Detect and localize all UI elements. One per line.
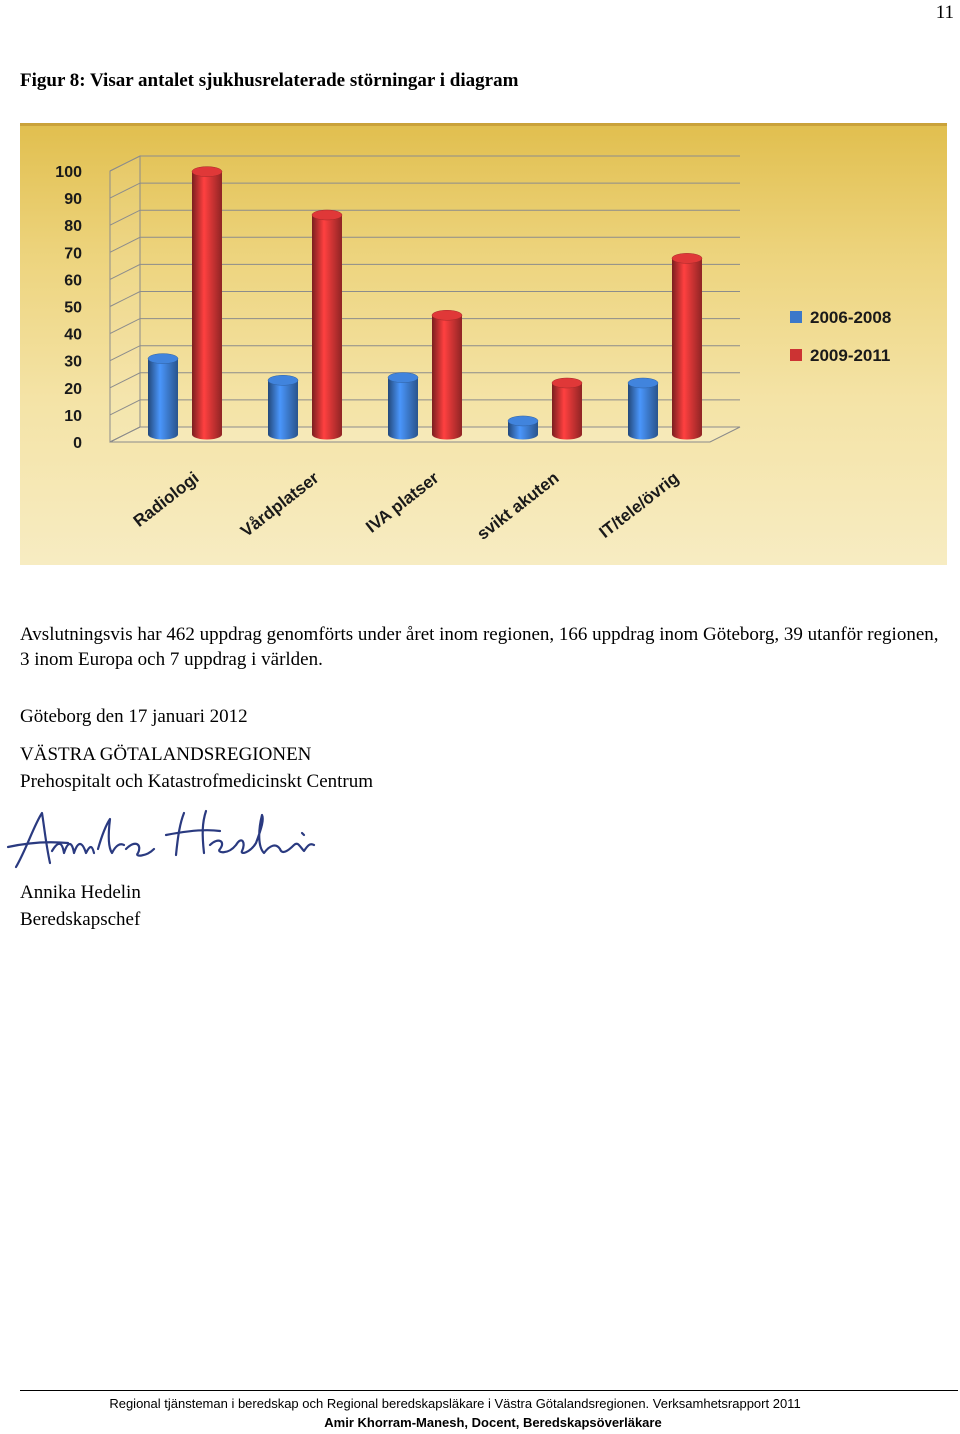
- organization-unit: Prehospitalt och Katastrofmedicinskt Centrum: [20, 771, 374, 792]
- y-tick-label: 20: [64, 380, 82, 398]
- bar-cap: [552, 378, 582, 388]
- bar-2009-2011-IVA platser: [432, 310, 462, 439]
- bar-2006-2008-Radiologi: [148, 354, 178, 440]
- y-tick-label: 10: [64, 407, 82, 425]
- bar-body: [552, 383, 582, 439]
- y-tick-label: 80: [64, 218, 82, 236]
- signer-name: Annika Hedelin: [20, 882, 141, 903]
- bar-cap: [312, 210, 342, 220]
- bar-cap: [432, 310, 462, 320]
- figure-caption: Figur 8: Visar antalet sjukhusrelaterade störningar i diagram: [20, 70, 519, 91]
- signature-image: [6, 805, 326, 875]
- footer-divider: [20, 1390, 958, 1391]
- bar-body: [672, 258, 702, 439]
- bar-2009-2011-svikt akuten: [552, 378, 582, 439]
- bar-cap: [192, 167, 222, 177]
- y-tick-label: 70: [64, 245, 82, 263]
- bar-2009-2011-IT/tele/övrig: [672, 253, 702, 439]
- chart-frame: [20, 123, 947, 565]
- bar-body: [192, 172, 222, 440]
- legend-swatch: [790, 311, 802, 323]
- legend-label: 2009-2011: [810, 346, 891, 365]
- bar-body: [628, 383, 658, 439]
- y-tick-label: 40: [64, 326, 82, 344]
- bar-cap: [268, 375, 298, 385]
- date-line: Göteborg den 17 januari 2012: [20, 706, 248, 727]
- legend-label: 2006-2008: [810, 308, 892, 327]
- bar-2006-2008-Vårdplatser: [268, 375, 298, 439]
- bar-cap: [388, 373, 418, 383]
- footer-line-2: Amir Khorram-Manesh, Docent, Beredskapsöverläkare: [324, 1415, 662, 1430]
- footer-line-1: Regional tjänsteman i beredskap och Regional beredskapsläkare i Västra Götalandsregionen. Verksamhetsrapport 2011: [109, 1396, 801, 1411]
- bar-2006-2008-svikt akuten: [508, 416, 538, 440]
- signer-title: Beredskapschef: [20, 909, 141, 930]
- x-category-label: Radiologi: [129, 468, 203, 531]
- bar-cap: [148, 354, 178, 364]
- bar-body: [432, 315, 462, 439]
- y-tick-label: 100: [55, 164, 82, 181]
- x-category-label: IT/tele/övrig: [595, 468, 683, 542]
- bar-body: [388, 378, 418, 440]
- x-category-label: svikt akuten: [473, 468, 563, 544]
- bar-2009-2011-Radiologi: [192, 167, 222, 440]
- page-number: 11: [935, 2, 954, 23]
- y-tick-label: 0: [73, 435, 82, 452]
- bar-body: [312, 215, 342, 440]
- bar-2006-2008-IT/tele/övrig: [628, 378, 658, 439]
- organization-name: VÄSTRA GÖTALANDSREGIONEN: [20, 744, 312, 765]
- x-category-label: Vårdplatser: [237, 468, 323, 541]
- y-tick-label: 60: [64, 272, 82, 290]
- bar-body: [268, 380, 298, 439]
- bar-2009-2011-Vårdplatser: [312, 210, 342, 440]
- bar-chart: [20, 126, 947, 566]
- bar-cap: [672, 253, 702, 263]
- bar-cap: [508, 416, 538, 426]
- legend-swatch: [790, 349, 802, 361]
- bar-2006-2008-IVA platser: [388, 373, 418, 440]
- summary-paragraph: Avslutningsvis har 462 uppdrag genomförts under året inom regionen, 166 uppdrag inom Göteborg, 39 utanför regionen, 3 inom Europa och 7 uppdrag i världen.: [20, 624, 939, 670]
- y-tick-label: 30: [64, 353, 82, 371]
- bar-body: [148, 359, 178, 440]
- y-tick-label: 90: [64, 191, 82, 209]
- bar-cap: [628, 378, 658, 388]
- x-category-label: IVA platser: [362, 468, 443, 537]
- y-tick-label: 50: [64, 299, 82, 317]
